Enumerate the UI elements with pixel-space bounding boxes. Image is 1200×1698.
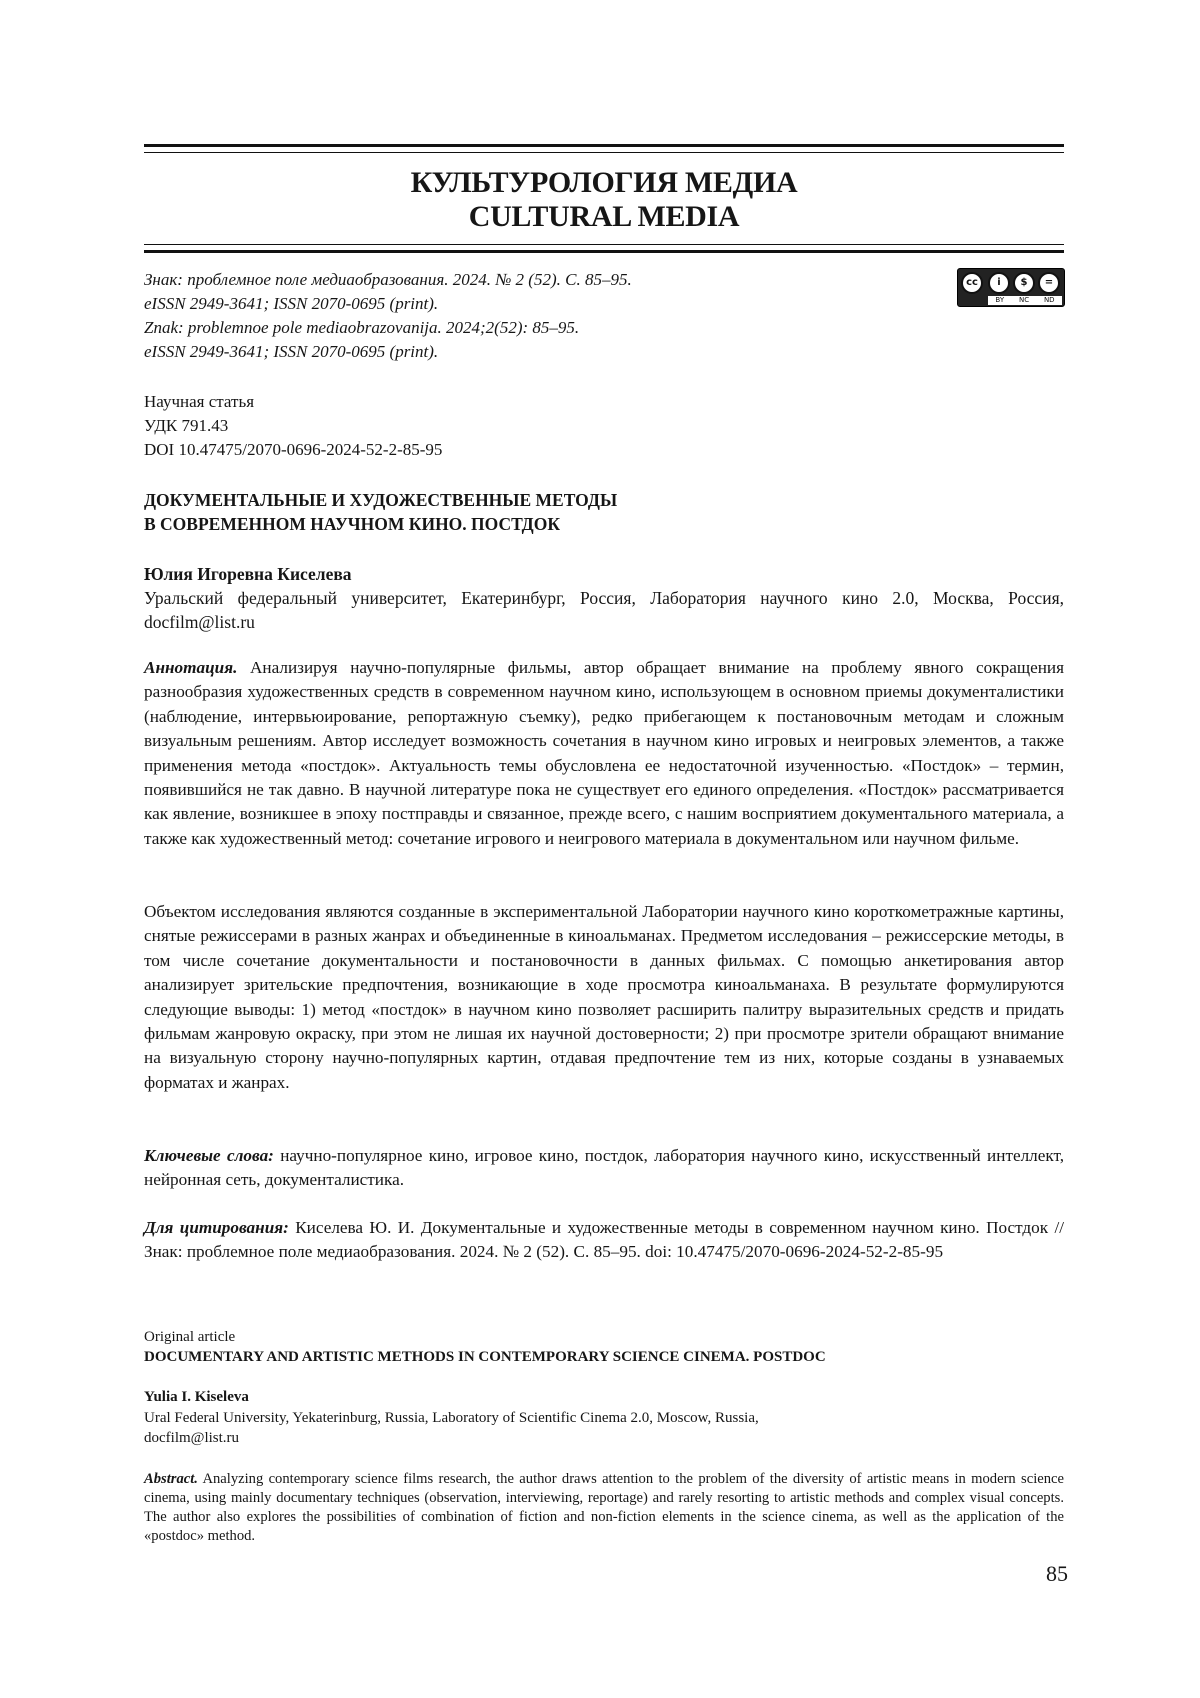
keywords-ru	[144, 1144, 1064, 1193]
header-rule-bottom-thin	[144, 244, 1064, 245]
journal-issn-en: eISSN 2949-3641; ISSN 2070-0695 (print).	[144, 342, 439, 361]
keywords-label-ru: Ключевые слова:	[144, 1146, 274, 1165]
article-type-en: Original article	[144, 1329, 236, 1345]
page-number: 85	[1046, 1561, 1068, 1586]
keywords-ru-text: научно-популярное кино, игровое кино, постдок, лаборатория научного кино, искусственный интеллект, нейронная сеть, документалистика.	[144, 1146, 1064, 1190]
doi: DOI 10.47475/2070-0696-2024-52-2-85-95	[144, 440, 443, 459]
how-to-cite-ru	[144, 1216, 1064, 1265]
abstract-label-en: Abstract.	[144, 1471, 198, 1487]
header-rule-top-thin	[144, 152, 1064, 153]
article-type: Научная статья	[144, 392, 255, 411]
license-tag-by: BY	[995, 296, 1005, 304]
section-title-ru: КУЛЬТУРОЛОГИЯ МЕДИА	[410, 166, 798, 199]
abstract-ru	[144, 656, 1064, 851]
udk: УДК 791.43	[144, 416, 229, 435]
journal-citation-en: Znak: problemnoe pole mediaobrazovanija. 2024;2(52): 85–95.	[144, 318, 580, 337]
abstract-ru-paragraph-2: Объектом исследования являются созданные в экспериментальной Лаборатории научного кино короткометражные картины, снятые режиссерами в разных жанрах и объединенные в киноальманах. Предметом исследования – режиссерские методы, в том числе сочетание документальности и постановочности в данных фильмах. С помощью анкетирования автор анализирует зрительские предпочтения, возникающие в ходе просмотра киноальманаха. В результате формулируются следующие выводы: 1) метод «постдок» в научном кино позволяет расширить палитру выразительных средств и придать фильмам жанровую окраску, при этом не лишая их научной достоверности; 2) при просмотре зрители обращают внимание на визуальную сторону научно-популярных картин, отдавая предпочтение тем из них, которые созданы в узнаваемых форматах и жанрах.	[144, 902, 1064, 1092]
author-name-en: Yulia I. Kiseleva	[144, 1389, 249, 1405]
author-affiliation-en: Ural Federal University, Yekaterinburg, Russia, Laboratory of Scientific Cinema 2.0, Moscow, Russia,	[144, 1410, 759, 1426]
header-rule-top-thick	[144, 144, 1064, 147]
article-title-en: DOCUMENTARY AND ARTISTIC METHODS IN CONTEMPORARY SCIENCE CINEMA. POSTDOC	[144, 1349, 826, 1365]
cc-icon: cc	[961, 272, 983, 294]
article-title-ru	[144, 488, 617, 536]
cite-label-ru: Для цитирования:	[144, 1218, 289, 1237]
journal-issn-ru: eISSN 2949-3641; ISSN 2070-0695 (print).	[144, 294, 439, 313]
cc-license-badge	[957, 268, 1065, 307]
attribution-icon: i	[988, 272, 1010, 294]
header-rule-bottom-thick	[144, 250, 1064, 253]
author-name-ru: Юлия Игоревна Киселева	[144, 564, 352, 584]
abstract-en	[144, 1470, 1064, 1546]
journal-citation-ru: Знак: проблемное поле медиаобразования. 2024. № 2 (52). С. 85–95.	[144, 270, 632, 289]
license-tag-nd: ND	[1043, 296, 1055, 304]
license-tag-nc: NC	[1018, 296, 1030, 304]
abstract-ru-text: Анализируя научно-популярные фильмы, автор обращает внимание на проблему явного сокращения разнообразия художественных средств в современном научном кино, использующем в основном приемы документалистики (наблюдение, интервьюирование, репортажную съемку), редко прибегающем к постановочным методам и сложным визуальным решениям. Автор исследует возможность сочетания в научном кино игровых и неигровых элементов, а также применения метода «постдок». Актуальность темы обусловлена ее недостаточной изученностью. «Постдок» – термин, появившийся не так давно. В научной литературе пока не существует его единого определения. «Постдок» рассматривается как явление, возникшее в эпоху постправды и связанное, прежде всего, с нашим восприятием документального материала, а также как художественный метод: сочетание игрового и неигрового материала в документальном или научном фильме.	[144, 658, 1065, 848]
cite-ru-text: Киселева Ю. И. Документальные и художественные методы в современном научном кино. Постдок // Знак: проблемное поле медиаобразования. 2024. № 2 (52). С. 85–95. doi: 10.47475/2070-0696-2024-52-2-85-95	[144, 1218, 1065, 1262]
author-email-en: docfilm@list.ru	[144, 1430, 240, 1446]
section-title-en: CULTURAL MEDIA	[468, 200, 740, 233]
noncommercial-icon: $	[1013, 272, 1035, 294]
section-title	[144, 166, 1064, 234]
abstract-label-ru: Аннотация.	[144, 658, 238, 677]
noderivatives-icon: =	[1038, 272, 1060, 294]
article-title-ru-line1: ДОКУМЕНТАЛЬНЫЕ И ХУДОЖЕСТВЕННЫЕ МЕТОДЫ	[144, 490, 618, 510]
license-tags	[988, 296, 1062, 305]
abstract-en-text: Analyzing contemporary science films research, the author draws attention to the problem of the diversity of artistic means in modern science cinema, using mainly documentary techniques (observation, interviewing, reportage) and rarely resorting to artistic methods and complex visual concepts. The author also explores the possibilities of combination of fiction and non-fiction elements in the science cinema, as well as the application of the «postdoc» method.	[144, 1471, 1065, 1544]
article-title-ru-line2: В СОВРЕМЕННОМ НАУЧНОМ КИНО. ПОСТДОК	[144, 514, 561, 534]
author-affiliation-ru: Уральский федеральный университет, Екатеринбург, Россия, Лаборатория научного кино 2.0, Москва, Россия, docfilm@list.ru	[144, 588, 1064, 632]
